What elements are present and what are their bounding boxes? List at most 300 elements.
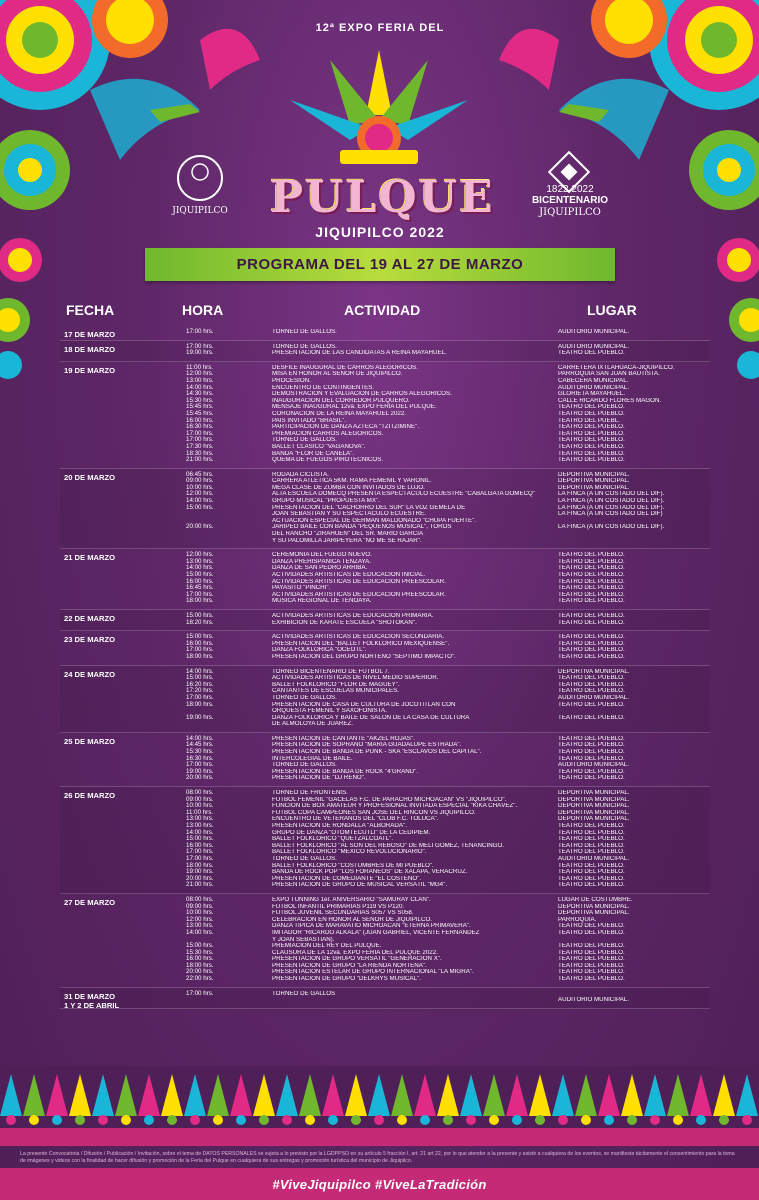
schedule-row [60,478,710,485]
row-time: 18:00 hrs. [186,652,214,660]
pattern-dot [627,1115,637,1125]
pattern-dot [696,1115,706,1125]
day-block [60,666,710,733]
row-activity: GRUPO DE DANZA "OTOMTECUTLI" DE LA CEDIPIEM. [272,829,431,836]
row-time: 14:00 hrs. [186,828,214,836]
row-activity: CORONACIÓN DE LA REINA MAYAHUEL 2022. [272,410,406,417]
schedule-row [60,816,710,823]
row-activity: CELEBRACIÓN EN HONOR AL SEÑOR DE JIQUIPILCO. [272,916,432,923]
row-activity: PAYASITO "PINCHI". [272,585,331,592]
row-time: 09:00 hrs. [186,795,214,803]
row-place: CALLE RICARDO FLORES MAGÓN. [558,397,662,404]
row-time: 13:00 hrs. [186,557,214,565]
row-activity: TORNEO DE FRONTENIS. [272,790,348,797]
row-time: 16:30 hrs. [186,754,214,762]
row-activity: PRESENTACIÓN DE BANDA DE ROCK "4'GRAND". [272,768,419,775]
schedule-row [60,708,710,715]
schedule-row [60,585,710,592]
schedule-row [60,451,710,458]
row-time: 14:00 hrs. [186,564,214,572]
row-activity: FÚTBOL COPA CAMPEONES SAN JOSÉ DEL RINCÓN VS JIQUIPILCO. [272,809,476,816]
row-place: TEATRO DEL PUEBLO. [558,849,625,856]
row-place: DEPORTIVA MUNICIPAL. [558,816,630,823]
schedule-row [60,669,710,676]
row-activity: BALLET FOLKLÓRICO "MÉXICO REVOLUCIONARIO". [272,849,427,856]
schedule-row [60,598,710,605]
row-time: 15:45 hrs. [186,403,214,411]
row-time: 19:00 hrs. [186,767,214,775]
day-date: 26 DE MARZO [64,791,116,801]
row-place: TEATRO DEL PUEBLO. [558,875,625,882]
row-time: 14:00 hrs. [186,497,214,505]
row-activity: ACTIVIDADES ARTÍSTICAS DE EDUCACIÓN INICIAL. [272,572,426,578]
schedule-row [60,849,710,856]
row-time: 17:00 hrs. [186,429,214,437]
schedule-row [60,613,710,620]
pattern-dot [213,1115,223,1125]
row-activity: MÚSICA REGIONAL DE TENOAYA. [272,598,372,605]
row-activity: BALLET CLÁSICO "VAGANOVA". [272,443,366,450]
row-time: 10:00 hrs. [186,802,214,810]
pattern-dot [29,1115,39,1125]
pattern-dot [719,1115,729,1125]
schedule-row [60,736,710,743]
row-activity: TORNEO DE GALLOS. [272,329,337,335]
row-place: DEPORTIVA MUNICIPAL. [558,803,630,810]
pattern-dot [98,1115,108,1125]
schedule-row [60,647,710,654]
row-time: 18:00 hrs. [186,597,214,605]
row-time: 17:00 hrs. [186,761,214,769]
row-place: TEATRO DEL PUEBLO. [558,688,625,695]
pattern-dot [121,1115,131,1125]
schedule-row [60,863,710,870]
row-activity: TORNEO DE GALLOS. [272,437,337,444]
day-block [60,341,710,362]
row-activity: PROCESIÓN. [272,377,311,384]
schedule-row [60,991,710,998]
schedule-row [60,682,710,689]
row-place: TEATRO DEL PUEBLO. [558,653,625,660]
bicentenario-title: BICENTENARIO [531,195,609,206]
bicentenario-sub: JIQUIPILCO [539,207,601,218]
row-place: DEPORTIVA MUNICIPAL. [558,478,630,485]
schedule-row [60,565,710,572]
row-time: 16:20 hrs. [186,680,214,688]
row-activity: Y SU PALOMILLA JARIPEYERA "NO ME SE RAJAR". [272,537,422,544]
row-time: 14:00 hrs. [186,667,214,675]
row-activity: DANZA DE SAN PEDRO ARRIBA. [272,565,368,572]
row-activity: PRESENTACIÓN DE COMEDIANTE "EL COSTEÑO". [272,875,422,882]
schedule-row [60,505,710,512]
row-place: LA FINCA (A UN COSTADO DEL DIF). [558,491,665,498]
schedule-row [60,431,710,438]
pattern-dot [144,1115,154,1125]
row-time: 16:00 hrs. [186,841,214,849]
pattern-dot [512,1115,522,1125]
schedule-row [60,485,710,492]
row-place: TEATRO DEL PUEBLO. [558,976,625,983]
day-date: 24 DE MARZO [64,669,116,679]
row-time: 13:00 hrs. [186,815,214,823]
row-activity: EXHIBICIÓN DE KARATE ESCUELA "SHOTOKAN". [272,619,417,626]
row-activity: TORNEO DE GALLOS. [272,694,337,701]
row-activity: ORQUESTA FEMENIL Y SAXOFONISTA. [272,708,387,715]
row-time: 09:00 hrs. [186,902,214,910]
row-place: TEATRO DEL PUEBLO. [558,735,625,742]
row-time: 17:00 hrs. [186,590,214,598]
day-date: 19 DE MARZO [64,365,116,375]
row-place: AUDITORIO MUNICIPAL. [558,762,629,769]
row-place: LA FINCA (A UN COSTADO DEL DIF). [558,498,665,505]
schedule-row [60,843,710,850]
schedule-row [60,976,710,983]
pattern-dot [650,1115,660,1125]
row-place: TEATRO DEL PUEBLO. [558,956,625,963]
pattern-dot [673,1115,683,1125]
schedule-row [60,775,710,782]
schedule-row [60,969,710,976]
row-place: TEATRO DEL PUEBLO. [558,755,625,762]
row-time: 19:00 hrs. [186,349,214,357]
day-date: 23 DE MARZO [64,635,116,645]
column-fecha: FECHA [66,302,115,318]
row-activity: ALTA ESCUELA DOMECQ PRESENTA ESPECTÁCULO ECUESTRE "CABALGATA DOMECQ" [272,491,536,498]
row-activity: PRESENTACIÓN DE GRUPO "LA RIENDA NORTEÑA". [272,962,427,969]
schedule-row [60,518,710,525]
row-time: 13:00 hrs. [186,922,214,930]
row-time: 16:00 hrs. [186,416,214,424]
row-place: TEATRO DEL PUEBLO. [558,430,625,437]
row-place: DEPORTIVA MUNICIPAL. [558,668,630,675]
row-activity: PARTICIPACIÓN DE DANZA AZTECA "TZITZIMINE". [272,424,420,431]
schedule-row [60,688,710,695]
schedule-row [60,511,710,518]
footer-pattern-icon [0,1066,759,1128]
row-place: LA FINCA (A UN COSTADO DEL DIF) [558,511,663,518]
row-activity: TORNEO BICENTENARIO DE FÚTBOL 7. [272,668,390,675]
row-place: TEATRO DEL PUEBLO. [558,842,625,849]
pattern-dot [351,1115,361,1125]
pattern-dot [75,1115,85,1125]
program-table [60,326,710,1009]
pattern-dot [397,1115,407,1125]
row-activity: PREMIACIÓN DEL REY DEL PULQUE. [272,943,382,950]
day-date: 31 DE MARZO 1 Y 2 DE ABRIL [64,991,120,1010]
row-place: TEATRO DEL PUEBLO. [558,404,625,411]
row-place: TEATRO DEL PUEBLO. [558,424,625,431]
row-activity: FUNCIÓN DE BOX AMATEUR Y PROFESIONAL INVITADA ESPECIAL "KIKA CHÁVEZ". [272,803,518,810]
schedule-row [60,398,710,405]
pattern-dot [489,1115,499,1125]
row-activity: DESFILE INAUGURAL DE CARROS ALEGÓRICOS. [272,364,418,371]
pattern-dot [374,1115,384,1125]
row-place: DEPORTIVA MUNICIPAL. [558,790,630,797]
schedule-row [60,572,710,579]
schedule-row [60,856,710,863]
row-time: 15:00 hrs. [186,942,214,950]
row-activity: TORNEO DE GALLOS. [272,343,337,350]
row-activity: PRESENTACIÓN DE BANDA DE PUNK - SKA "ESCLAVOS DEL CAPITAL". [272,749,482,756]
row-place: TEATRO DEL PUEBLO. [558,457,625,464]
row-time: 14:00 hrs. [186,734,214,742]
pattern-dot [742,1115,752,1125]
schedule-row [60,424,710,431]
row-place: TEATRO DEL PUEBLO. [558,410,625,417]
schedule-row [60,869,710,876]
schedule-row [60,882,710,889]
row-time: 15:00 hrs. [186,633,214,641]
row-time: 22:00 hrs. [186,975,214,983]
row-place: AUDITORIO MUNICIPAL. [558,329,629,335]
schedule-row [60,411,710,418]
schedule-row [60,378,710,385]
row-place: TEATRO DEL PUEBLO. [558,612,625,619]
schedule-row [60,956,710,963]
row-time: 10:00 hrs. [186,909,214,917]
schedule-row [60,654,710,661]
day-block [60,610,710,631]
row-time: 15:00 hrs. [186,503,214,511]
pattern-dot [558,1115,568,1125]
pattern-dot [420,1115,430,1125]
row-activity: ACTIVIDADES ARTÍSTICAS DE NIVEL MEDIO SUPERIOR. [272,675,439,682]
row-place: TEATRO DEL PUEBLO. [558,823,625,829]
schedule-row [60,830,710,837]
row-time: 18:00 hrs. [186,700,214,708]
row-place: TEATRO DEL PUEBLO. [558,768,625,775]
pattern-dot [52,1115,62,1125]
row-place: AUDITORIO MUNICIPAL. [558,343,629,350]
row-activity: DEMOSTRACIÓN Y EVALUACIÓN DE CARROS ALEGÓRICOS. [272,391,452,398]
row-activity: DANZA FOLKLÓRICA Y BAILE DE SALÓN DE LA CASA DE CULTURA [272,714,470,721]
pattern-dot [604,1115,614,1125]
row-time: 16:00 hrs. [186,639,214,647]
row-activity: DANZA PREHISPÁNICA TENZAYA. [272,558,372,565]
schedule-row [60,350,710,357]
row-place: TEATRO DEL PUEBLO. [558,598,625,605]
row-time: 17:20 hrs. [186,687,214,695]
row-place: TEATRO DEL PUEBLO. [558,640,625,647]
row-activity: ACTIVIDADES ARTÍSTICAS DE EDUCACIÓN PRIMARIA. [272,612,434,619]
day-block [60,469,710,550]
row-activity: PRESENTACIÓN DEL "BALLET FOLKLÓRICO MEXIQUENSE". [272,640,450,647]
row-place: TEATRO DEL PUEBLO. [558,923,625,930]
row-activity: TORNEO DE GALLOS [272,990,336,997]
row-place: DEPORTIVA MUNICIPAL. [558,471,630,478]
row-place: TEATRO DEL PUEBLO. [558,929,625,936]
row-activity: ACTIVIDADES ARTÍSTICAS DE EDUCACIÓN SECUNDARIA. [272,634,445,641]
schedule-row [60,702,710,709]
row-place: DEPORTIVA MUNICIPAL. [558,910,630,917]
row-time: 06:45 hrs. [186,470,214,478]
row-activity: PRESENTACIÓN DEL GRUPO NORTEÑO "SÉPTIMO IMPACTO". [272,653,456,660]
schedule-row [60,329,710,336]
row-time: 13:00 hrs. [186,822,214,829]
row-place: TEATRO DEL PUEBLO. [558,558,625,565]
schedule-row [60,910,710,917]
row-place: AUDITORIO MUNICIPAL. [558,997,629,1004]
row-activity: JARIPEO BAILE CON BANDA "PEQUEÑOS MUSICAL", TOROS [272,524,452,531]
schedule-row [60,876,710,883]
row-place: AUDITORIO MUNICIPAL. [558,855,629,862]
schedule-row [60,769,710,776]
row-place: LA FINCA (A UN COSTADO DEL DIF). [558,504,665,511]
row-time: 19:00 hrs. [186,713,214,721]
pattern-dot [282,1115,292,1125]
row-time: 10:00 hrs. [186,483,214,491]
schedule-row [60,897,710,904]
row-place: TEATRO DEL PUEBLO. [558,949,625,956]
day-date: 17 DE MARZO [64,330,116,339]
day-block [60,549,710,610]
row-time: 16:45 hrs. [186,584,214,592]
row-place: TEATRO DEL PUEBLO. [558,552,625,559]
schedule-row [60,675,710,682]
row-activity: CANTANTES DE ESCUELAS MUNICIPALES. [272,688,399,695]
row-place: TEATRO DEL PUEBL. [558,417,620,424]
pattern-dot [328,1115,338,1125]
schedule-row [60,963,710,970]
row-activity: FÚTBOL INFANTIL PRIMARIAS P119 VS P120. [272,903,405,910]
schedule-row [60,552,710,559]
row-activity: PRESENTACIÓN DE CASA DE CULTURA DE JOCOTITLÁN CON [272,701,456,708]
pattern-dot [236,1115,246,1125]
schedule-row [60,997,710,1004]
municipality-logo-text: JIQUIPILCO [172,206,228,216]
schedule-row [60,391,710,398]
row-place: LA FINCA (A UN COSTADO DEL DIF). [558,524,665,531]
row-activity: PREMIACIÓN CARROS ALEGÓRICOS. [272,430,384,437]
pattern-dot [6,1115,16,1125]
schedule-row [60,524,710,531]
legal-notice: La presente Convocatoria / Difusión / Publicación / Invitación, sobre el tema de DATOS PERSONALES se sujeta a lo previsto por la LGDPPSO en su artículo 5 fracción I, art. 21 art 22, por lo que atender a la presente y asistir a cualquiera de los eventos, se manifiesta tácitamente el consentimiento para la toma de imágenes y videos con la finalidad de hacer difusión y promoción de la Feria del Pulque en cualquiera de sus entregas y promoción turística del municipio de Jiquipilco. [20,1151,735,1164]
row-place: CARRETERA IXTLAHUACA-JIQUIPILCO. [558,364,675,371]
day-block [60,326,710,341]
schedule-row [60,620,710,627]
row-place: TEATRO DEL PUEBLO. [558,775,625,782]
row-time: 09:00 hrs. [186,477,214,485]
row-place: CABECERA MUNICIPAL. [558,377,629,384]
row-time: 16:00 hrs. [186,577,214,585]
row-time: 20:00 hrs. [186,874,214,882]
row-time: 14:45 hrs. [186,741,214,749]
schedule-row [60,344,710,351]
row-activity: INTERCOLEGIAL DE BAILE. [272,755,353,762]
row-activity: MEGA CLASE DE ZUMBA CON INVITADOS DE LUJO. [272,484,425,491]
row-activity: ENCUENTRO DE CONTINGENTES. [272,384,375,391]
row-place: TEATRO DEL PUEBLO. [558,350,625,357]
event-subtitle: JIQUIPILCO 2022 [315,224,445,240]
column-hora: HORA [182,302,224,318]
row-time: 18:00 hrs. [186,961,214,969]
row-time: 18:00 hrs. [186,861,214,869]
row-place: TEATRO DEL PUEBLO. [558,742,625,749]
schedule-row [60,756,710,763]
row-time: 17:00 hrs. [186,854,214,862]
schedule-row [60,641,710,648]
schedule-row [60,559,710,566]
row-place: TEATRO DEL PUEBLO. [558,443,625,450]
row-place: TEATRO DEL PUEBLO. [558,450,625,457]
row-activity: JOAN SEBASTIAN Y SU ESPECTÁCULO ECUESTRE. [272,511,426,518]
row-time: 17:00 hrs. [186,848,214,856]
row-time: 17:00 hrs. [186,436,214,444]
schedule-row [60,836,710,843]
schedule-row [60,695,710,702]
row-activity: CARRERA ATLÉTICA 5KM. RAMA FEMENIL Y VARONIL. [272,478,432,485]
column-actividad: ACTIVIDAD [344,302,421,318]
row-time: 20:00 hrs. [186,523,214,531]
row-time: 17:00 hrs. [186,693,214,701]
day-date: 21 DE MARZO [64,553,116,563]
schedule-row [60,491,710,498]
row-place: AUDITORIO MUNICIPAL. [558,694,629,701]
row-place: TEATRO DEL PUEBLO. [558,681,625,688]
row-activity: BANDA DE ROCK POP "LOS FORÁNEOS" DE XALAPA, VERACRUZ. [272,869,468,876]
row-time: 17:00 hrs. [186,342,214,350]
row-time: 21:00 hrs. [186,456,214,464]
schedule-row [60,904,710,911]
row-activity: TORNEO DE GALLOS. [272,762,337,769]
row-time: 16:00 hrs. [186,955,214,963]
row-activity: DANZA FOLKLÓRICA "OCEOTL". [272,647,367,654]
row-activity: BALLET FOLKLÓRICO "AL SON DEL REBOSO" DE MELI GÓMEZ, TENANCINGO. [272,842,505,849]
schedule-row [60,721,710,728]
row-place: DEPORTIVA MUNICIPAL. [558,484,630,491]
row-activity: PRESENTACIÓN DE CANTANTE "AKZEL ROJAS". [272,735,415,742]
row-place: TEATRO DEL PUEBLO. [558,437,625,444]
row-time: 14:30 hrs. [186,390,214,398]
row-activity: CLAUSURA DE LA 12va. EXPO FERIA DEL PULQUE 2022. [272,949,438,956]
row-time: 20:00 hrs. [186,968,214,976]
schedule-row [60,742,710,749]
day-date: 22 DE MARZO [64,613,116,623]
schedule-row [60,538,710,545]
row-activity: FÚTBOL FEMENIL "GACELAS F.C. DE PARACHO MICHOACÁN" VS "JIQUIPILCO". [272,796,507,803]
program-banner: PROGRAMA DEL 19 AL 27 DE MARZO [145,248,615,281]
pattern-dot [581,1115,591,1125]
row-activity: QUEMA DE FUEGOS PIROTÉCNICOS. [272,457,384,464]
row-time: 15:45 hrs. [186,409,214,417]
row-time: 19:00 hrs. [186,868,214,876]
pattern-dot [466,1115,476,1125]
schedule-row [60,498,710,505]
row-place: TEATRO DEL PUEBLO. [558,836,625,843]
row-activity: PRESENTACIÓN DEL "CACHORRO DEL SUR" LA VOZ GEMELA DE [272,504,466,511]
row-activity: ACTIVIDADES ARTÍSTICAS DE EDUCACIÓN PREESCOLAR. [272,578,446,585]
row-activity: Y JOAN SEBASTIAN). [272,936,335,943]
row-time: 18:30 hrs. [186,449,214,457]
day-block [60,787,710,894]
row-time: 17:30 hrs. [186,442,214,450]
pattern-dot [167,1115,177,1125]
hashtags: #ViveJiquipilco #ViveLaTradición [272,1177,487,1192]
row-activity: ACTUACIÓN ESPECIAL DE GERMÁN MALDONADO "CHUPA FUERTE". [272,517,477,524]
row-activity: PRESENTACIÓN DE GRUPO "DELKRYS MUSICAL". [272,976,421,983]
row-activity: PRESENTACIÓN DE SOPRANO "MARÍA GUADALUPE ESTRADA". [272,742,462,749]
row-place: DEPORTIVA MUNICIPAL. [558,903,630,910]
row-activity: DANZA TÍPICA DE MARAVATÍO MICHOACÁN "ETERNA PRIMAVERA". [272,923,471,930]
row-place: DEPORTIVA MUNICIPAL. [558,796,630,803]
row-activity: MENSAJE INAUGURAL 12va. EXPO FERIA DEL PULQUE. [272,404,437,411]
schedule-row [60,943,710,950]
row-activity: INAUGURACIÓN DEL CORREDOR PULQUERO. [272,397,410,404]
row-place: DEPORTIVA MUNICIPAL. [558,809,630,816]
schedule-row [60,531,710,538]
bicentenario-years: 1822 2022 [546,184,594,195]
day-block [60,894,710,988]
